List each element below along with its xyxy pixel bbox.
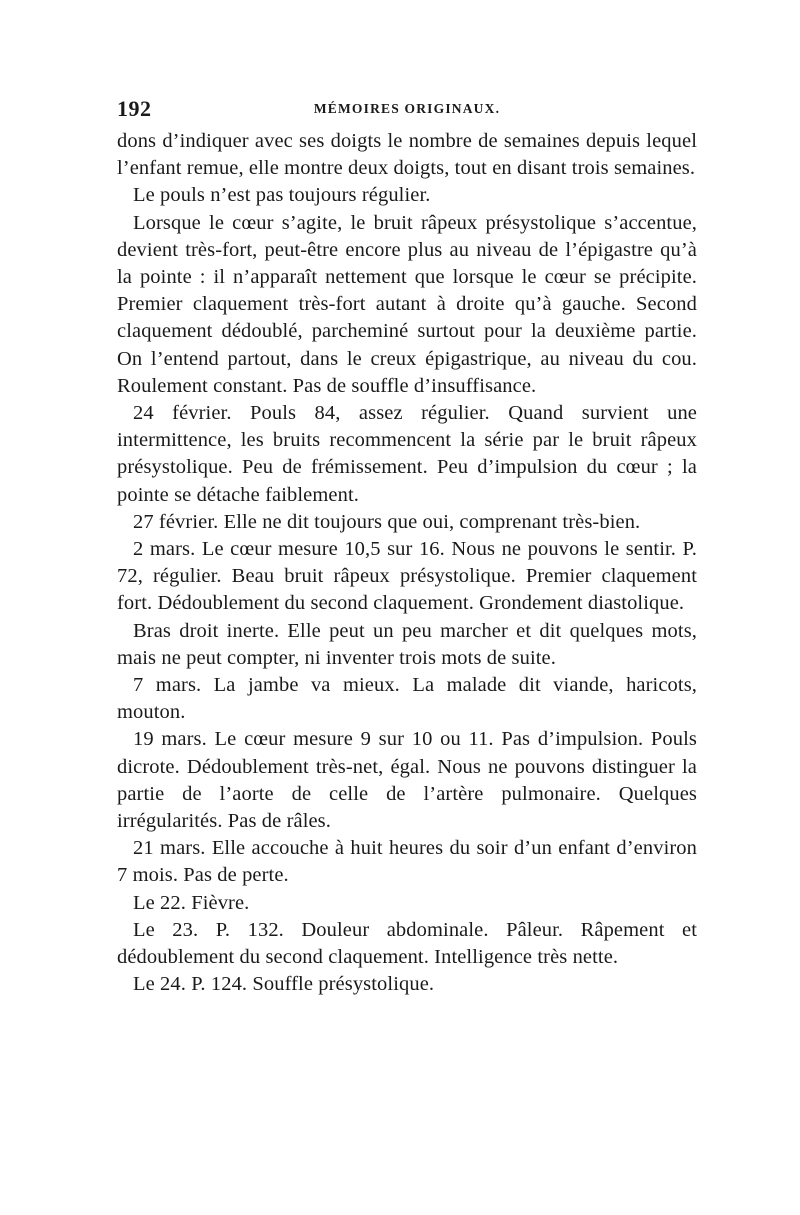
paragraph-7-mars: 7 mars. La jambe va mieux. La malade dit viande, haricots, mouton. xyxy=(117,674,697,724)
body-text xyxy=(117,128,697,999)
running-title: MÉMOIRES ORIGINAUX. xyxy=(313,101,501,116)
paragraph-le-23: Le 23. P. 132. Douleur abdominale. Pâleur. Râpement et dédoublement du second claquement. Intelligence très nette. xyxy=(117,918,697,969)
paragraph-21-mars: 21 mars. Elle accouche à huit heures du soir d’un enfant d’environ 7 mois. Pas de perte. xyxy=(117,837,697,887)
paragraph-24-fevrier: 24 février. Pouls 84, assez régulier. Quand survient une intermittence, les bruits recommencent la série par le bruit râpeux présystolique. Peu de frémissement. Peu d’impulsion du cœur ; la pointe se détache faiblement. xyxy=(117,402,697,506)
page-number: 192 xyxy=(117,96,152,121)
paragraph-19-mars: 19 mars. Le cœur mesure 9 sur 10 ou 11. Pas d’impulsion. Pouls dicrote. Dédoublement très-net, égal. Nous ne pouvons distinguer la partie de l’aorte de celle de l’artère pulmonaire. Quelques irrégularités. Pas de râles. xyxy=(117,728,697,833)
paragraph-le-24: Le 24. P. 124. Souffle présystolique. xyxy=(133,973,435,996)
paragraph-continuation: dons d’indiquer avec ses doigts le nombre de semaines depuis lequel l’enfant remue, elle montre deux doigts, tout en disant trois semaines. xyxy=(117,130,697,180)
paragraph-27-fevrier: 27 février. Elle ne dit toujours que oui, comprenant très-bien. xyxy=(133,510,641,533)
paragraph-pulse: Le pouls n’est pas toujours régulier. xyxy=(133,184,431,207)
running-head xyxy=(117,96,697,124)
paragraph-bras-droit: Bras droit inerte. Elle peut un peu marcher et dit quelques mots, mais ne peut compter, ni inventer trois mots de suite. xyxy=(117,619,697,669)
paragraph-le-22: Le 22. Fièvre. xyxy=(133,891,250,914)
paragraph-2-mars: 2 mars. Le cœur mesure 10,5 sur 16. Nous ne pouvons le sentir. P. 72, régulier. Beau bruit râpeux présystolique. Premier claquement fort. Dédoublement du second claquement. Grondement diastolique. xyxy=(117,538,697,615)
paragraph-heart-agitation: Lorsque le cœur s’agite, le bruit râpeux présystolique s’accentue, devient très-fort, peut-être encore plus au niveau de l’épigastre qu’à la pointe : il n’apparaît nettement que lorsque le cœur se précipite. Premier claquement très-fort autant à droite qu’à gauche. Second claquement dédoublé, parcheminé surtout pour la deuxième partie. On l’entend partout, dans le creux épigastrique, au niveau du cou. Roulement constant. Pas de souffle d’insuffisance. xyxy=(117,211,697,397)
book-page xyxy=(117,96,697,999)
